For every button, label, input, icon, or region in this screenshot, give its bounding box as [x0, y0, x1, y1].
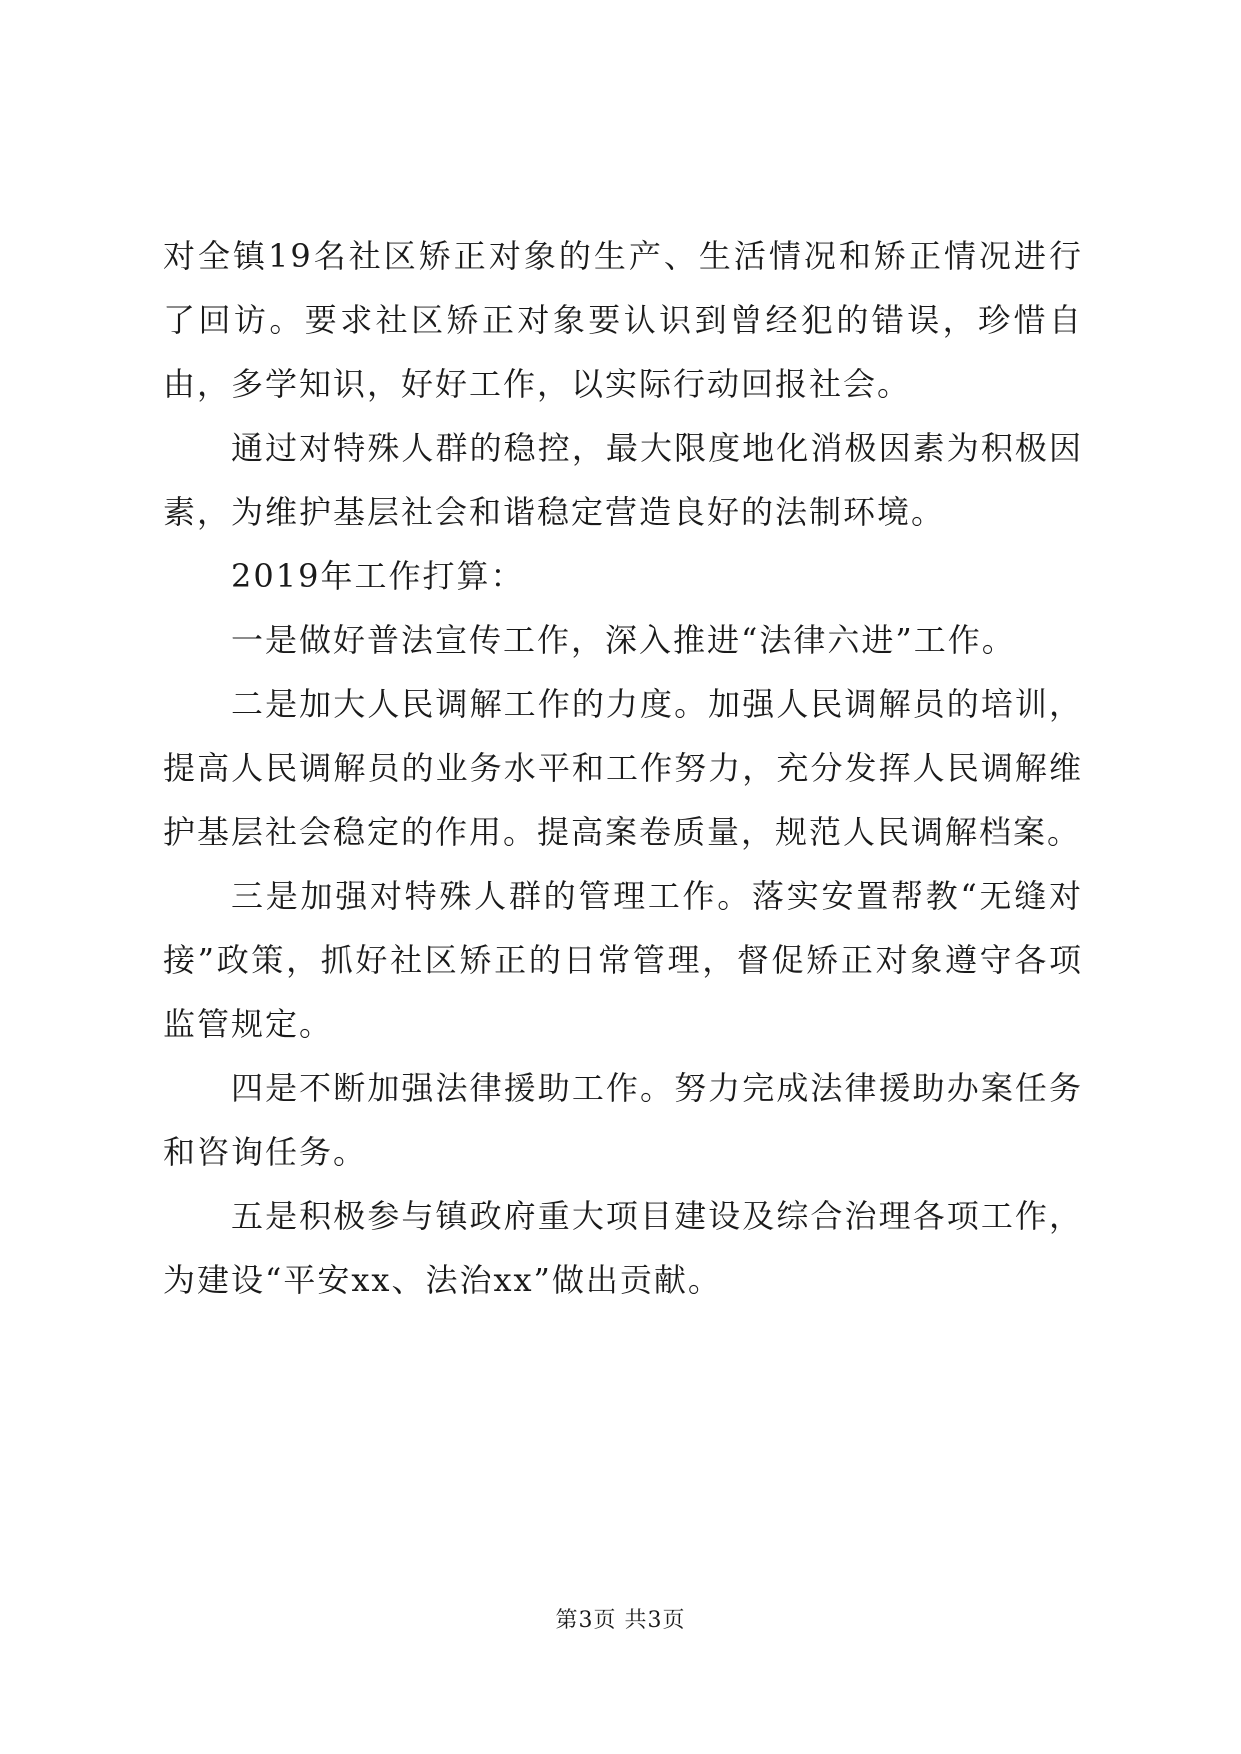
paragraph-1: 对全镇19名社区矫正对象的生产、生活情况和矫正情况进行了回访。要求社区矫正对象要认识到曾经犯的错误，珍惜自由，多学知识，好好工作，以实际行动回报社会。 — [163, 237, 1083, 403]
paragraph-5: 二是加大人民调解工作的力度。加强人民调解员的培训，提高人民调解员的业务水平和工作努力，充分发挥人民调解维护基层社会稳定的作用。提高案卷质量，规范人民调解档案。 — [163, 685, 1083, 851]
paragraph-8: 五是积极参与镇政府重大项目建设及综合治理各项工作，为建设“平安xx、法治xx”做出贡献。 — [163, 1197, 1083, 1299]
paragraph-6: 三是加强对特殊人群的管理工作。落实安置帮教“无缝对接”政策，抓好社区矫正的日常管理，督促矫正对象遵守各项监管规定。 — [163, 877, 1083, 1043]
paragraph-3: 2019年工作打算： — [231, 557, 525, 595]
paragraph-7: 四是不断加强法律援助工作。努力完成法律援助办案任务和咨询任务。 — [163, 1069, 1083, 1171]
document-body — [163, 224, 1083, 1312]
paragraph-4: 一是做好普法宣传工作，深入推进“法律六进”工作。 — [231, 621, 1016, 659]
paragraph-2: 通过对特殊人群的稳控，最大限度地化消极因素为积极因素，为维护基层社会和谐稳定营造良好的法制环境。 — [163, 429, 1083, 531]
page-number-footer: 第3页 共3页 — [555, 1608, 686, 1633]
